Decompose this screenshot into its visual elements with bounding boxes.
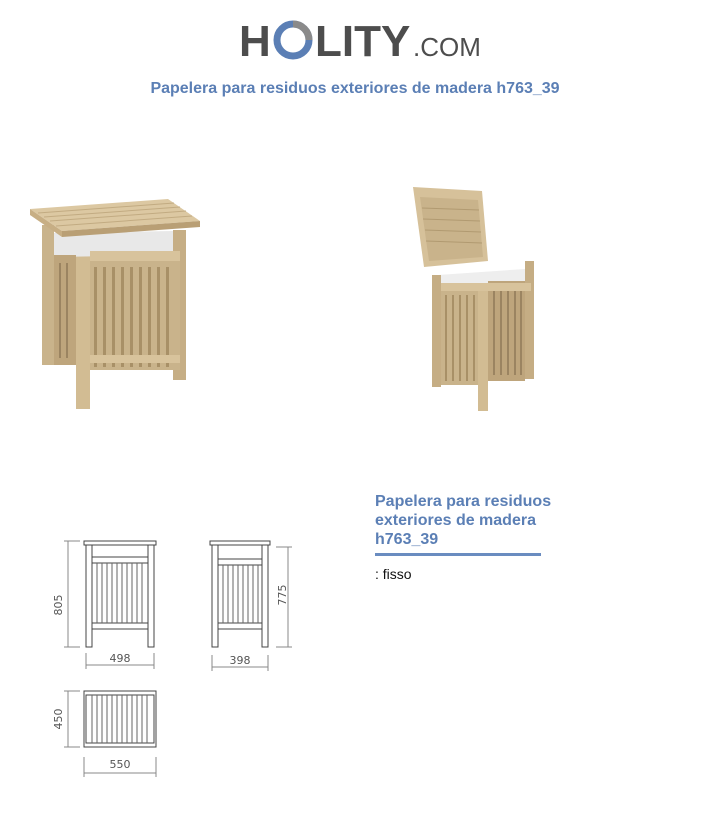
dim-top-depth: 450 [52, 708, 65, 730]
svg-text:LITY: LITY [315, 17, 411, 64]
svg-text:H: H [239, 17, 271, 64]
technical-drawing [40, 535, 300, 785]
product-photo-closed [28, 195, 208, 415]
dim-side-height: 775 [276, 584, 289, 606]
holity-logo-icon [235, 14, 485, 64]
heading-divider [375, 553, 541, 556]
brand-logo[interactable] [0, 14, 720, 64]
dim-front-width: 498 [109, 652, 131, 665]
dim-top-width: 550 [109, 758, 131, 771]
product-name-heading: Papelera para residuos exteriores de madera h763_39 [375, 493, 552, 548]
page-title: Papelera para residuos exteriores de madera h763_39 [150, 80, 560, 97]
svg-text:.COM: .COM [413, 32, 481, 62]
dim-front-height: 805 [52, 594, 65, 616]
dim-side-width: 398 [229, 654, 251, 667]
product-photo-open [410, 183, 542, 413]
spec-line: : fisso [375, 566, 412, 582]
